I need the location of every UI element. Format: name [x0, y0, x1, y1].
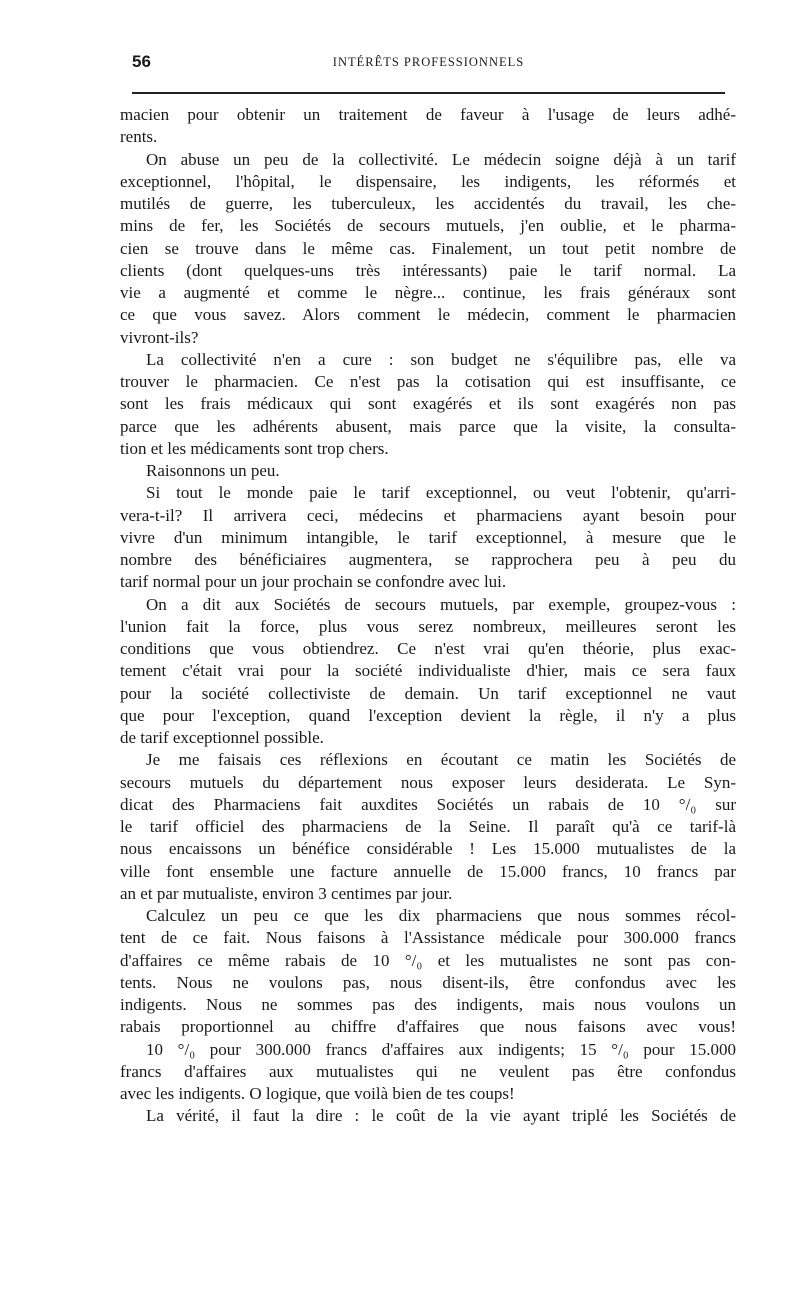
text-line: trouver le pharmacien. Ce n'est pas la cotisation qui est insuffisante, ce: [120, 372, 736, 391]
text-line: rents.: [120, 127, 158, 147]
text-line: Raisonnons un peu.: [146, 461, 280, 480]
header-rule: [132, 92, 725, 94]
text-line: La vérité, il faut la dire : le coût de la vie ayant triplé les Sociétés de: [146, 1106, 736, 1126]
text-line: tion et les médicaments sont trop chers.: [120, 438, 389, 458]
text-line: macien pour obtenir un traitement de faveur à l'usage de leurs adhé-: [120, 105, 736, 124]
text-line: La collectivité n'en a cure : son budget ne s'équilibre pas, elle va: [146, 349, 736, 369]
text-line: conditions que vous obtiendrez. Ce n'est vrai qu'en théorie, plus exac-: [120, 639, 736, 658]
running-title: INTÉRÊTS PROFESSIONNELS: [332, 55, 525, 69]
text-line: nombre des bénéficiaires augmentera, se rapprochera peu à peu du: [120, 550, 736, 569]
text-line: l'union fait la force, plus vous serez nombreux, meilleures seront les: [120, 616, 736, 636]
text-line: Si tout le monde paie le tarif exceptionnel, ou veut l'obtenir, qu'arri-: [146, 483, 736, 503]
text-line: 10 °/₀ pour 300.000 francs d'affaires aux indigents; 15 °/₀ pour 15.000: [146, 1039, 736, 1059]
text-line: clients (dont quelques-uns très intéressants) paie le tarif normal. La: [120, 260, 736, 280]
text-line: indigents. Nous ne sommes pas des indigents, mais nous voulons un: [120, 995, 736, 1014]
text-line: pour la société collectiviste de demain. Un tarif exceptionnel ne vaut: [120, 683, 736, 703]
text-line: francs d'affaires aux mutualistes qui ne veulent pas être confondus: [120, 1061, 736, 1081]
text-line: de tarif exceptionnel possible.: [120, 728, 324, 747]
text-line: avec les indigents. O logique, que voilà bien de tes coups!: [120, 1084, 515, 1103]
text-line: exceptionnel, l'hôpital, le dispensaire, les indigents, les réformés et: [120, 171, 736, 191]
text-line: ville font ensemble une facture annuelle de 15.000 francs, 10 francs par: [120, 861, 736, 881]
text-line: mutilés de guerre, les tuberculeux, les accidentés du travail, les che-: [120, 194, 736, 213]
body-text: [120, 104, 736, 1128]
text-line: parce que les adhérents abusent, mais parce que la visite, la consulta-: [120, 416, 736, 436]
page-number: 56: [132, 52, 151, 71]
text-line: vie a augmenté et comme le nègre... continue, les frais généraux sont: [120, 283, 736, 302]
text-line: tent de ce fait. Nous faisons à l'Assistance médicale pour 300.000 francs: [120, 928, 736, 948]
text-line: rabais proportionnel au chiffre d'affaires que nous faisons avec vous!: [120, 1017, 736, 1037]
text-line: vivront-ils?: [120, 327, 199, 347]
text-line: On a dit aux Sociétés de secours mutuels, par exemple, groupez-vous :: [146, 594, 736, 614]
text-line: an et par mutualiste, environ 3 centimes par jour.: [120, 883, 453, 903]
text-line: tarif normal pour un jour prochain se confondre avec lui.: [120, 572, 507, 592]
text-line: tents. Nous ne voulons pas, nous disent-ils, être confondus avec les: [120, 972, 736, 992]
text-line: dicat des Pharmaciens fait auxdites Sociétés un rabais de 10 °/₀ sur: [120, 794, 736, 814]
text-line: d'affaires ce même rabais de 10 °/₀ et les mutualistes ne sont pas con-: [120, 950, 736, 970]
text-line: mins de fer, les Sociétés de secours mutuels, j'en oublie, et le pharma-: [120, 216, 736, 236]
text-line: ce que vous savez. Alors comment le médecin, comment le pharmacien: [120, 305, 736, 325]
text-line: secours mutuels du département nous exposer leurs desiderata. Le Syn-: [120, 772, 736, 792]
text-line: vera-t-il? Il arrivera ceci, médecins et pharmaciens ayant besoin pour: [120, 505, 736, 525]
text-line: Calculez un peu ce que les dix pharmaciens que nous sommes récol-: [146, 906, 736, 925]
page-header: [132, 52, 725, 78]
text-line: le tarif officiel des pharmaciens de la Seine. Il paraît qu'à ce tarif-là: [120, 817, 736, 836]
text-line: nous encaissons un bénéfice considérable ! Les 15.000 mutualistes de la: [120, 839, 736, 859]
text-line: sont les frais médicaux qui sont exagérés et ils sont exagérés non pas: [120, 394, 736, 414]
text-line: vivre d'un minimum intangible, le tarif exceptionnel, à mesure que le: [120, 527, 736, 547]
text-line: cien se trouve dans le même cas. Finalement, un tout petit nombre de: [120, 238, 736, 258]
text-line: Je me faisais ces réflexions en écoutant ce matin les Sociétés de: [146, 750, 736, 770]
text-line: que pour l'exception, quand l'exception devient la règle, il n'y a plus: [120, 705, 736, 725]
text-line: On abuse un peu de la collectivité. Le médecin soigne déjà à un tarif: [146, 149, 736, 169]
text-line: tement c'était vrai pour la société individualiste d'hier, mais ce sera faux: [120, 661, 736, 681]
